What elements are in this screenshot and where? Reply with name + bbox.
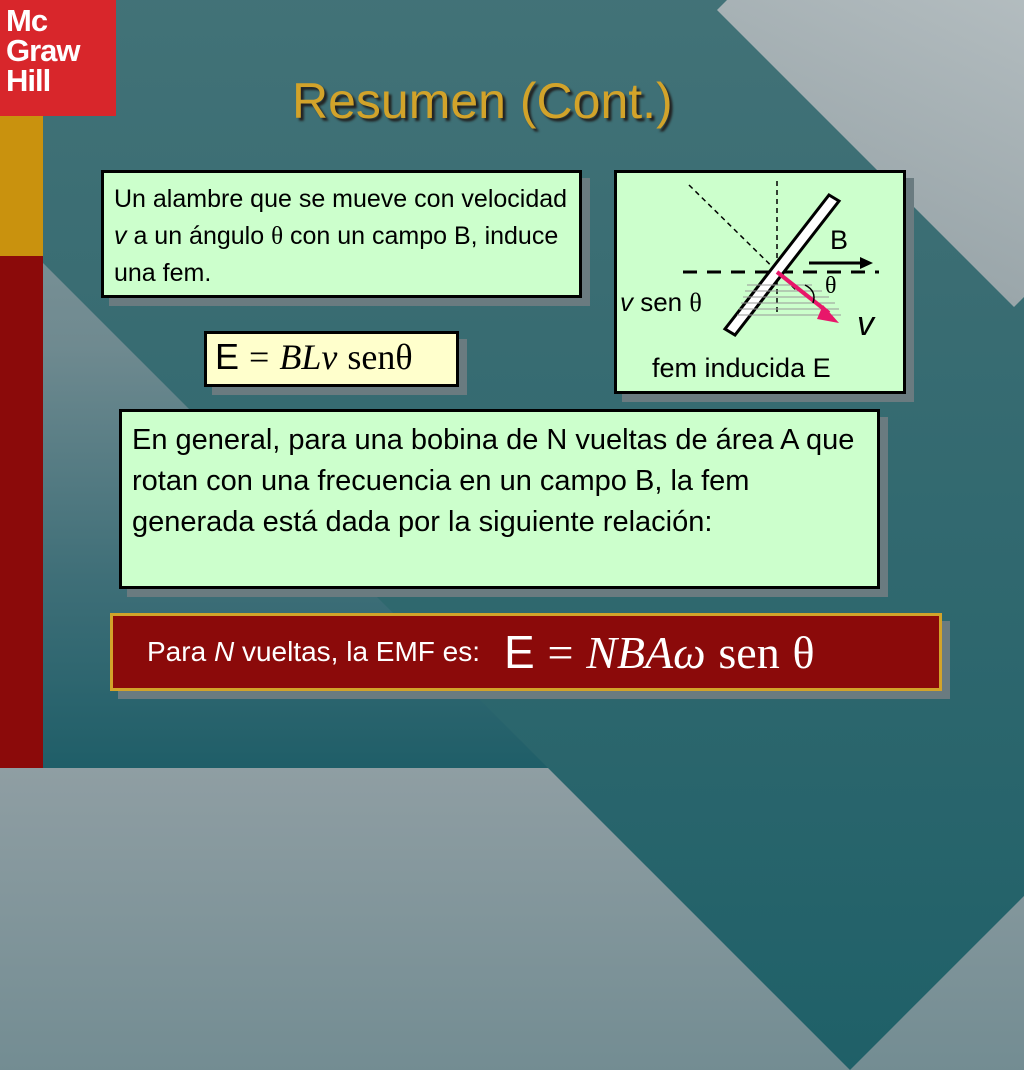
mcgraw-hill-logo xyxy=(0,0,116,116)
equals-sign: = xyxy=(547,627,574,678)
general-text-box xyxy=(119,409,880,589)
logo-line: Graw xyxy=(6,33,80,68)
intro-text: Un alambre que se mueve con velocidad xyxy=(114,185,568,213)
emf-formula-box xyxy=(204,331,459,387)
theta-symbol: θ xyxy=(395,337,413,377)
intro-text: con un campo B, induce una fem. xyxy=(114,222,559,287)
para-text: Para xyxy=(147,636,214,667)
coil-emf-label xyxy=(147,636,480,668)
blv-term: BLv xyxy=(279,337,338,377)
omega-symbol: ω xyxy=(673,627,706,678)
velocity-label: v xyxy=(857,305,874,343)
coil-emf-formula xyxy=(504,625,815,679)
theta-symbol: θ xyxy=(792,627,815,678)
velocity-symbol: v xyxy=(620,287,633,317)
intro-text-box xyxy=(101,170,582,298)
b-arrowhead xyxy=(860,257,873,269)
theta-symbol: θ xyxy=(689,288,702,317)
coil-emf-box xyxy=(110,613,942,691)
sen-text: sen xyxy=(633,287,690,317)
emf-symbol: E xyxy=(504,626,535,678)
b-field-label: B xyxy=(830,225,849,255)
velocity-symbol: v xyxy=(114,222,127,250)
emf-symbol: E xyxy=(215,336,240,377)
wire-diagram-box xyxy=(614,170,906,394)
v-sen-theta-label xyxy=(620,287,702,318)
induced-emf-label xyxy=(652,353,831,384)
logo-line: Mc xyxy=(6,3,48,38)
sen-function: sen xyxy=(347,337,396,377)
fem-text: fem inducida xyxy=(652,353,813,383)
n-symbol: N xyxy=(213,636,235,667)
general-text: En general, para una bobina de N vueltas de área A que rotan con una frecuencia en un campo B, la fem generada está dada por la siguiente relación: xyxy=(132,424,855,538)
theta-symbol: θ xyxy=(271,223,284,250)
left-bar-red xyxy=(0,256,43,768)
emf-symbol: E xyxy=(812,353,831,383)
intro-text: a un ángulo xyxy=(126,222,272,250)
vueltas-text: vueltas, la EMF es: xyxy=(234,636,481,667)
theta-label: θ xyxy=(825,273,837,299)
nba-term: NBA xyxy=(586,627,674,678)
sen-function: sen xyxy=(718,627,780,678)
logo-line: Hill xyxy=(6,63,51,98)
equals-sign: = xyxy=(249,337,270,377)
velocity-arrow xyxy=(777,272,829,313)
slide-title: Resumen (Cont.) xyxy=(292,73,673,129)
